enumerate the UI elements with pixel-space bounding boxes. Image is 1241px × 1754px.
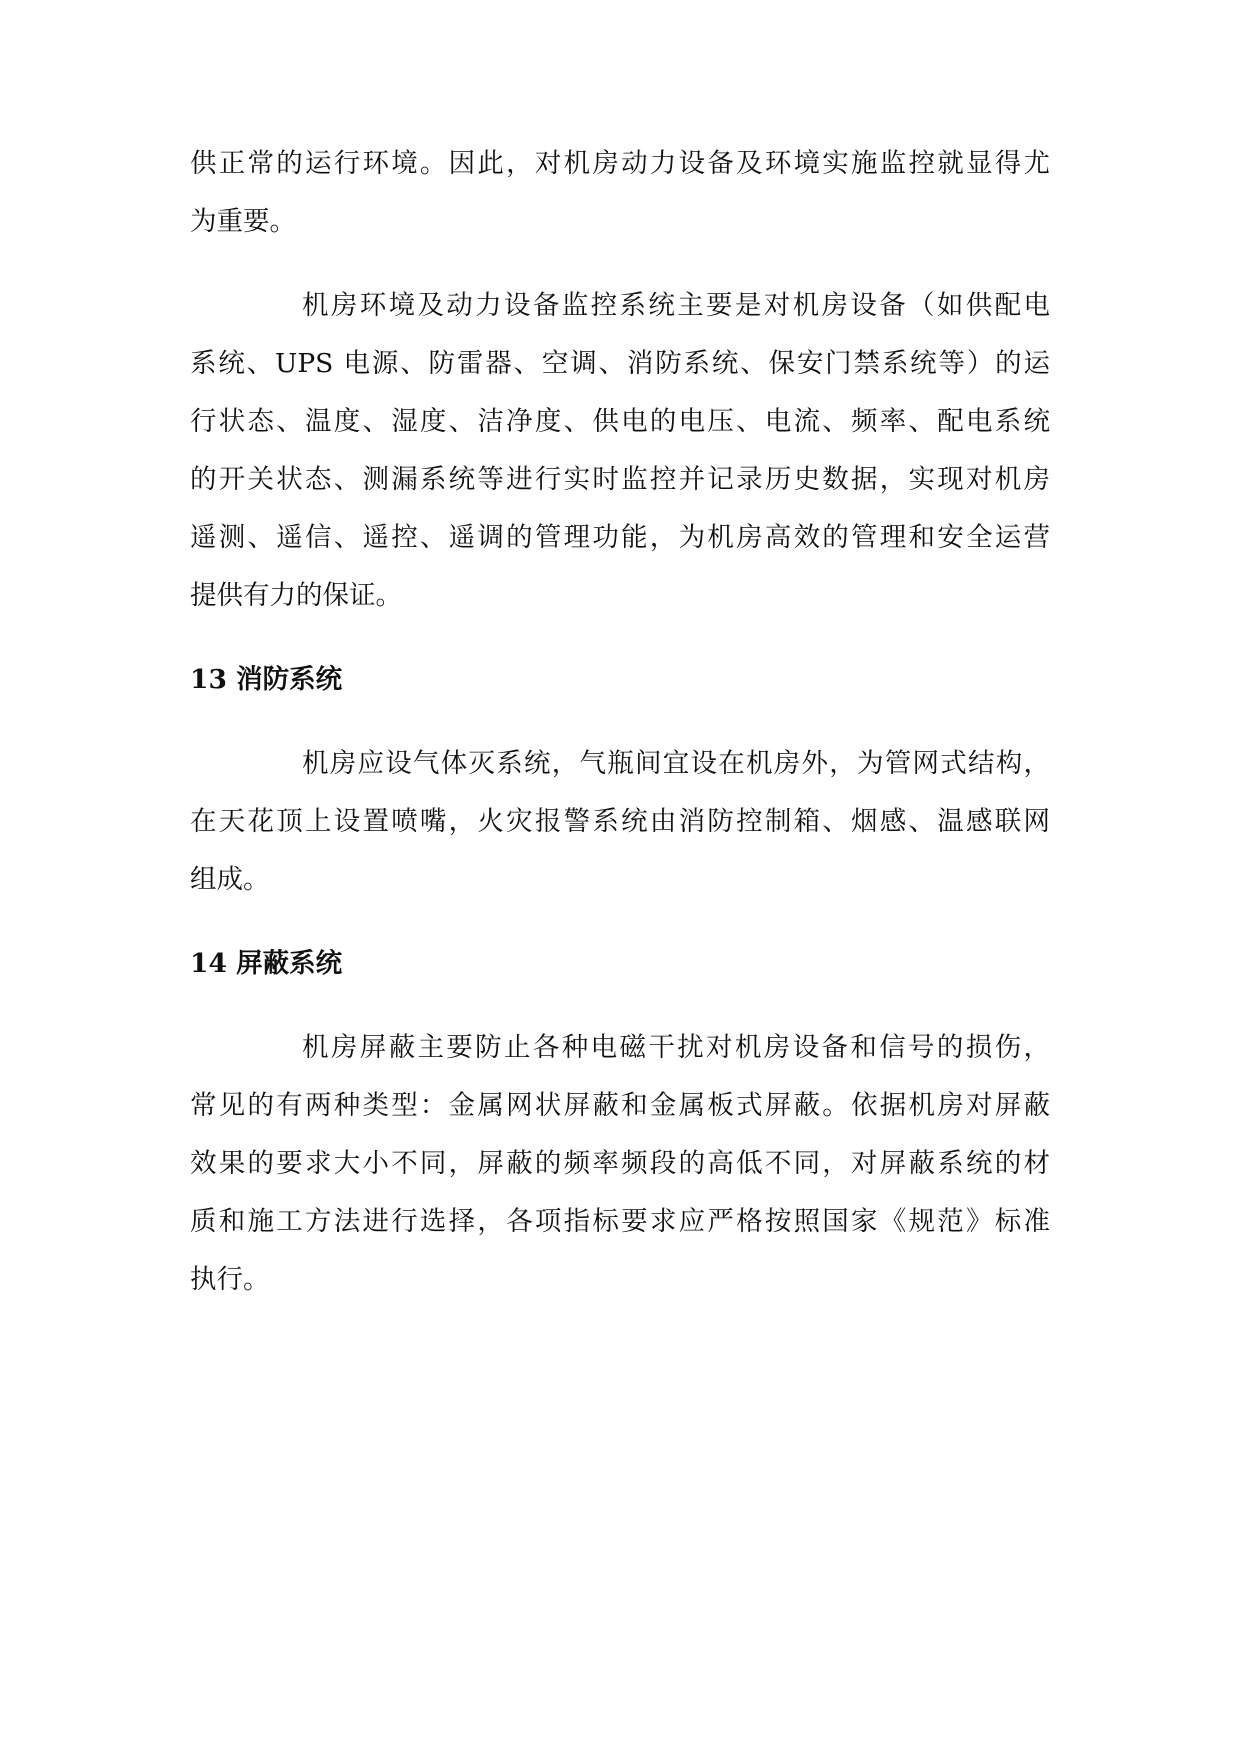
monitoring-line-2: 系统、UPS 电源、防雷器、空调、消防系统、保安门禁系统等）的运 [190,348,1050,379]
intro-line-2: 为重要。 [190,206,296,237]
monitoring-line-6: 提供有力的保证。 [190,580,402,611]
section-13-line-1: 机房应设气体灭系统，气瓶间宜设在机房外，为管网式结构， [302,748,1050,779]
monitoring-line-5: 遥测、遥信、遥控、遥调的管理功能，为机房高效的管理和安全运营 [190,522,1050,553]
section-14-line-4: 质和施工方法进行选择，各项指标要求应严格按照国家《规范》标准 [190,1206,1050,1237]
section-13-line-2: 在天花顶上设置喷嘴，火灾报警系统由消防控制箱、烟感、温感联网 [190,806,1050,837]
monitoring-line-4: 的开关状态、测漏系统等进行实时监控并记录历史数据，实现对机房 [190,464,1050,495]
intro-line-1: 供正常的运行环境。因此，对机房动力设备及环境实施监控就显得尤 [190,148,1050,179]
section-14-line-3: 效果的要求大小不同，屏蔽的频率频段的高低不同，对屏蔽系统的材 [190,1148,1050,1179]
section-14-heading: 14 屏蔽系统 [190,948,343,979]
monitoring-line-1: 机房环境及动力设备监控系统主要是对机房设备（如供配电 [302,290,1050,321]
section-14-line-1: 机房屏蔽主要防止各种电磁干扰对机房设备和信号的损伤， [302,1032,1050,1063]
section-14-line-5: 执行。 [190,1264,270,1295]
section-13-line-3: 组成。 [190,864,270,895]
monitoring-line-3: 行状态、温度、湿度、洁净度、供电的电压、电流、频率、配电系统 [190,406,1050,437]
section-13-heading: 13 消防系统 [190,664,343,695]
section-14-line-2: 常见的有两种类型：金属网状屏蔽和金属板式屏蔽。依据机房对屏蔽 [190,1090,1050,1121]
